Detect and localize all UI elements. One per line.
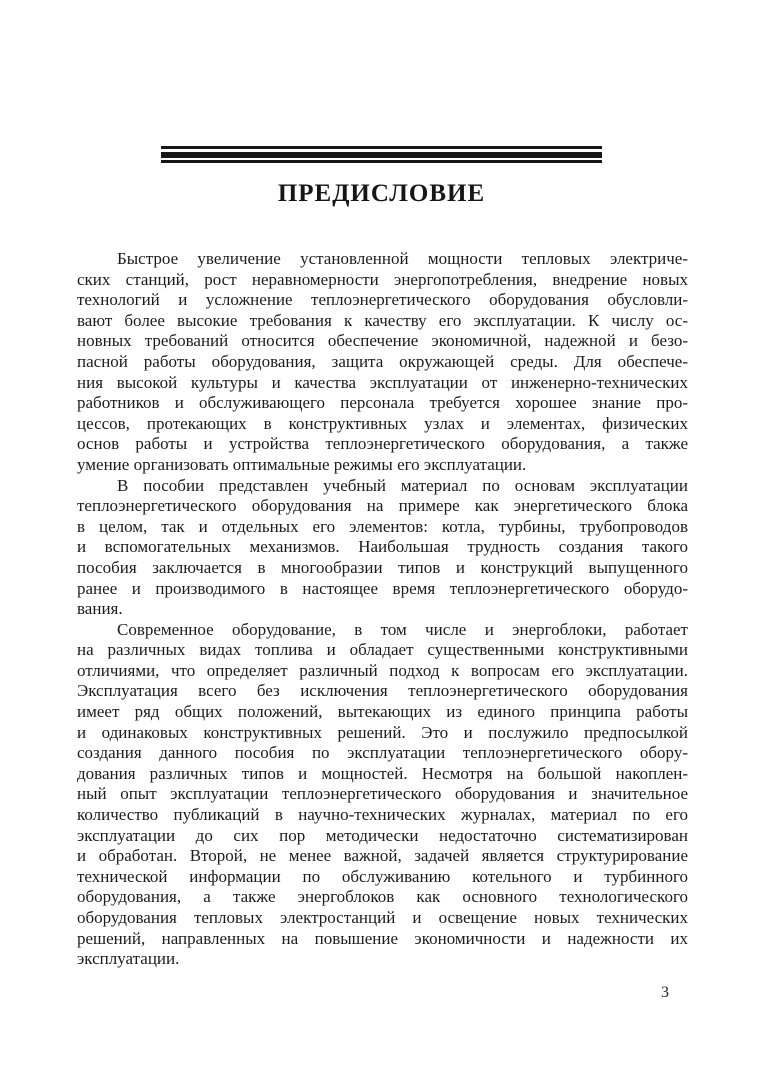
text-line: основ работы и устройства теплоэнергетического оборудования, а также <box>77 434 688 454</box>
text-line: ния высокой культуры и качества эксплуатации от инженерно-технических <box>77 372 688 392</box>
text-line: Быстрое увеличение установленной мощности тепловых электриче- <box>117 249 688 268</box>
text-line: эксплуатации до сих пор методически недостаточно систематизирован <box>77 825 688 845</box>
paragraph <box>77 620 688 970</box>
text-line: ских станций, рост неравномерности энергопотребления, внедрение новых <box>77 269 688 289</box>
text-line: вания. <box>77 599 123 619</box>
text-line: технической информации по обслуживанию котельного и турбинного <box>77 866 688 886</box>
page-number: 3 <box>661 984 669 1001</box>
text-line: работников и обслуживающего персонала требуется хорошее знание про- <box>77 393 688 413</box>
paragraph <box>77 476 688 620</box>
paragraph <box>77 249 688 476</box>
text-line: технологий и усложнение теплоэнергетического оборудования обусловли- <box>77 290 688 310</box>
text-line: решений, направленных на повышение экономичности и надежности их <box>77 928 688 948</box>
text-line: эксплуатации. <box>77 949 180 969</box>
text-line: создания данного пособия по эксплуатации теплоэнергетического обору- <box>77 743 688 763</box>
text-line: и вспомогательных механизмов. Наибольшая трудность создания такого <box>77 537 688 557</box>
text-line: Современное оборудование, в том числе и энергоблоки, работает <box>117 619 688 639</box>
text-line: В пособии представлен учебный материал по основам эксплуатации <box>117 475 688 495</box>
text-line: цессов, протекающих в конструктивных узлах и элементах, физических <box>77 413 688 433</box>
text-line: дования различных типов и мощностей. Несмотря на большой накоплен- <box>77 763 688 783</box>
section-divider-rule <box>161 146 602 163</box>
text-line: вают более высокие требования к качеству его эксплуатации. К числу ос- <box>77 310 688 330</box>
text-line: умение организовать оптимальные режимы его эксплуатации. <box>77 454 527 474</box>
text-line: в целом, так и отдельных его элементов: котла, турбины, трубопроводов <box>77 516 688 536</box>
text-line: Эксплуатация всего без исключения теплоэнергетического оборудования <box>77 681 688 701</box>
body-text <box>77 249 688 970</box>
text-line: оборудования, а также энергоблоков как основного технологического <box>77 887 688 907</box>
divider-line-bottom <box>161 160 602 163</box>
text-line: на различных видах топлива и обладает существенными конструктивными <box>77 640 688 660</box>
text-line: пасной работы оборудования, защита окружающей среды. Для обеспече- <box>77 351 688 371</box>
text-line: ранее и производимого в настоящее время теплоэнергетического оборудо- <box>77 578 688 598</box>
text-line: имеет ряд общих положений, вытекающих из единого принципа работы <box>77 702 688 722</box>
text-line: оборудования тепловых электростанций и освещение новых технических <box>77 908 688 927</box>
text-line: новных требований относится обеспечение экономичной, надежной и безо- <box>77 331 688 351</box>
text-line: пособия заключается в многообразии типов и конструкций выпущенного <box>77 557 688 577</box>
text-line: и обработан. Второй, не менее важной, задачей является структурирование <box>77 846 688 866</box>
text-line: количество публикаций в научно-технических журналах, материал по его <box>77 805 688 825</box>
text-line: отличиями, что определяет различный подход к вопросам его эксплуатации. <box>77 660 688 680</box>
page-title: ПРЕДИСЛОВИЕ <box>277 180 486 207</box>
text-line: и одинаковых конструктивных решений. Это и послужило предпосылкой <box>77 722 688 742</box>
text-line: теплоэнергетического оборудования на примере как энергетического блока <box>77 496 688 516</box>
text-line: ный опыт эксплуатации теплоэнергетического оборудования и значительное <box>77 784 688 804</box>
